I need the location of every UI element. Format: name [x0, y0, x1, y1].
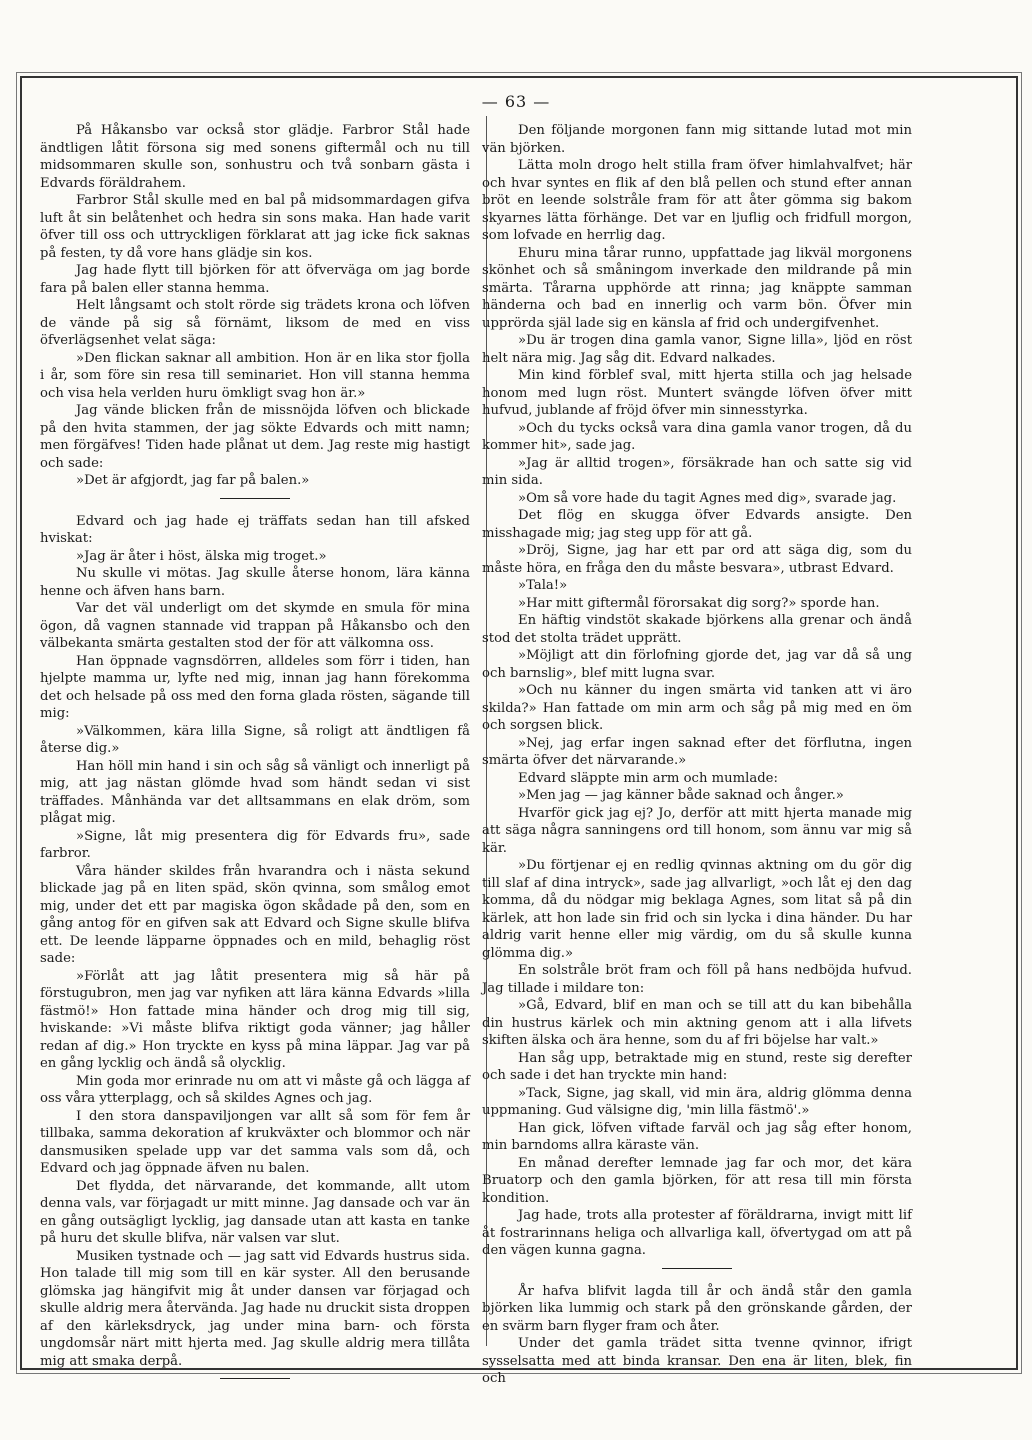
paragraph: Edvard och jag hade ej träffats sedan han till afsked hviskat:: [40, 513, 470, 546]
paragraph: »Dröj, Signe, jag har ett par ord att säga dig, som du måste höra, en fråga den du måste besvara», utbrast Edvard.: [482, 543, 912, 576]
paragraph: »Välkommen, kära lilla Signe, så roligt att ändtligen få återse dig.»: [40, 723, 470, 756]
paragraph: Min goda mor erinrade nu om att vi måste gå och lägga af oss våra ytterplagg, och så skildes Agnes och jag.: [40, 1073, 470, 1106]
paragraph: På Håkansbo var också stor glädje. Farbror Stål hade ändtligen låtit försona sig med sonens giftermål och nu till midsommaren skulle son, sonhustru och två sonbarn gästa i Edvards föräldrahem.: [40, 123, 470, 191]
paragraph: Han gick, löfven viftade farväl och jag såg efter honom, min barndoms allra käraste vän.: [482, 1120, 912, 1153]
paragraph: »Men jag — jag känner både saknad och ånger.»: [518, 788, 844, 803]
paragraph: »Tala!»: [518, 578, 568, 593]
paragraph: »Gå, Edvard, blif en man och se till att du kan bibehålla din hustrus kärlek och min aktning genom att i alla lifvets skiften älska och ära henne, som du af fri böjelse har valt.»: [482, 998, 912, 1048]
paragraph: Han höll min hand i sin och såg så vänligt och innerligt på mig, att jag nästan glömde hvad som händt sedan vi sist träffades. Månhända var det alltsammans en elak dröm, som plågat mig.: [40, 758, 470, 826]
paragraph: Han såg upp, betraktade mig en stund, reste sig derefter och sade i det han tryckte min hand:: [482, 1050, 912, 1083]
paragraph: Hvarför gick jag ej? Jo, derför att mitt hjerta manade mig att säga några sanningens ord till honom, som ännu var mig så kär.: [482, 805, 912, 856]
paragraph: Han öppnade vagnsdörren, alldeles som förr i tiden, han hjelpte mamma ur, lyfte ned mig, innan jag hann förekomma det och helsade på oss med den forna glada rösten, sägande till mig:: [40, 653, 470, 721]
paragraph: »Jag är alltid trogen», försäkrade han och satte sig vid min sida.: [482, 455, 912, 488]
section-separator: [220, 1378, 290, 1379]
right-column: [482, 122, 912, 1388]
paragraph: Jag vände blicken från de missnöjda löfven och blickade på den hvita stammen, der jag sökte Edvards och mitt namn; men förgäfves! Tiden hade plånat ut dem. Jag reste mig hastigt och sade:: [40, 403, 470, 471]
paragraph: Ehuru mina tårar runno, uppfattade jag likväl morgonens skönhet och så småningom inverkade den mildrande på min smärta. Tårarna upphörde att rinna; jag knäppte samman händerna och bad en innerlig och varm bön. Öfver min upprörda själ lade sig en känsla af frid och undergifvenhet.: [482, 245, 912, 331]
paragraph: Farbror Stål skulle med en bal på midsommardagen gifva luft åt sin belåtenhet och hedra sin sons maka. Han hade varit öfver till oss och uttryckligen förklarat att jag icke fick saknas på festen, ty då vore hans glädje sin kos.: [40, 193, 470, 261]
paragraph: Lätta moln drogo helt stilla fram öfver himlahvalfvet; här och hvar syntes en flik af den blå pellen och stund efter annan bröt en leende solstråle fram för att åter gömma sig bakom skyarnes lätta förhänge. Det var en ljuflig och fridfull morgon, som lofvade en herrlig dag.: [482, 158, 912, 243]
paragraph: Musiken tystnade och — jag satt vid Edvards hustrus sida. Hon talade till mig som till en kär syster. All den berusande glömska jag hängifvit mig åt under dansen var förjagad och skulle aldrig mera återvända. Jag hade nu druckit sista droppen af den kärleksdryck, jag under mina barn- och första ungdomsår närt mitt hjerta med. Jag skulle aldrig mera tillåta mig att smaka derpå.: [40, 1248, 470, 1369]
paragraph: Jag hade flytt till björken för att öfverväga om jag borde fara på balen eller stanna hemma.: [40, 263, 470, 296]
paragraph: Våra händer skildes från hvarandra och i nästa sekund blickade jag på en liten späd, skön qvinna, som smålog emot mig, under det ett par magiska ögon skådade på den, som en gång antog för en gifven sak att Edvard och Signe skulle blifva ett. De leende läpparne öppnades och en mild, behaglig röst sade:: [40, 863, 470, 966]
paragraph: »Den flickan saknar all ambition. Hon är en lika stor fjolla i år, som före sin resa till seminariet. Hon vill stanna hemma och visa hela verlden huru ömkligt svag hon är.»: [40, 350, 470, 401]
paragraph: En månad derefter lemnade jag far och mor, det kära Bruatorp och den gamla björken, för att resa till min första kondition.: [482, 1155, 912, 1206]
paragraph: »Möjligt att din förlofning gjorde det, jag var då så ung och barnslig», blef mitt lugna svar.: [482, 648, 912, 681]
paragraph: Edvard släppte min arm och mumlade:: [518, 770, 778, 786]
paragraph: Den följande morgonen fann mig sittande lutad mot min vän björken.: [482, 123, 912, 156]
paragraph: »Signe, låt mig presentera dig för Edvards fru», sade farbror.: [40, 828, 470, 861]
left-column: [40, 122, 470, 1393]
section-separator: [220, 498, 290, 499]
paragraph: År hafva blifvit lagda till år och ändå står den gamla björken lika lummig och stark på den grönskande gården, der en svärm barn flyger fram och åter.: [482, 1283, 912, 1334]
paragraph: En solstråle bröt fram och föll på hans nedböjda hufvud. Jag tillade i mildare ton:: [482, 963, 912, 996]
paragraph: Jag hade, trots alla protester af föräldrarna, invigt mitt lif åt fostrarinnans heliga och allvarliga kall, öfvertygad om att på den vägen kunna gagna.: [482, 1208, 912, 1258]
paragraph: Var det väl underligt om det skymde en smula för mina ögon, då vagnen stannade vid trappan på Håkansbo och den välbekanta smärta gestalten stod der för att välkomna oss.: [40, 601, 470, 651]
paragraph: »Du förtjenar ej en redlig qvinnas aktning om du gör dig till slaf af dina intryck», sade jag allvarligt, »och låt ej den dag komma, då du nödgar mig beklaga Agnes, som litat så på din kärlek, att hon lade sin frid och sin lycka i dina händer. Du har aldrig varit henne eller mig värdig, om du så skulle kunna glömma dig.»: [482, 858, 912, 961]
paragraph: Min kind förblef sval, mitt hjerta stilla och jag helsade honom med lugn röst. Muntert svängde löfven öfver mitt hufvud, jublande af fröjd öfver min sinnesstyrka.: [482, 368, 912, 418]
paragraph: »Du är trogen dina gamla vanor, Signe lilla», ljöd en röst helt nära mig. Jag såg dit. Edvard nalkades.: [482, 333, 912, 366]
paragraph: I den stora danspaviljongen var allt så som för fem år tillbaka, samma dekoration af krukväxter och blommor och när dansmusiken spelade upp var det samma vals som då, och Edvard och jag öppnade äfven nu balen.: [40, 1108, 470, 1176]
paragraph: »Tack, Signe, jag skall, vid min ära, aldrig glömma denna uppmaning. Gud välsigne dig, 'min lilla fästmö'.»: [482, 1085, 912, 1118]
paragraph: En häftig vindstöt skakade björkens alla grenar och ändå stod det stolta trädet upprätt.: [482, 613, 912, 646]
paragraph: Under det gamla trädet sitta tvenne qvinnor, ifrigt sysselsatta med att binda kransar. Den ena är liten, blek, fin och: [482, 1336, 912, 1386]
paragraph: Det flydda, det närvarande, det kommande, allt utom denna vals, var förjagadt ur mitt minne. Jag dansade och var än en gång outsägligt lycklig, jag dansade utan att kasta en tanke på huru det skulle blifva, när valsen var slut.: [40, 1178, 470, 1246]
paragraph: »Jag är åter i höst, älska mig troget.»: [76, 548, 327, 564]
paragraph: Nu skulle vi mötas. Jag skulle återse honom, lära känna henne och äfven hans barn.: [40, 566, 470, 599]
paragraph: »Det är afgjordt, jag far på balen.»: [76, 473, 310, 488]
section-separator: [662, 1268, 732, 1269]
paragraph: »Har mitt giftermål förorsakat dig sorg?» sporde han.: [518, 595, 880, 611]
paragraph: »Och du tycks också vara dina gamla vanor trogen, då du kommer hit», sade jag.: [482, 420, 912, 453]
paragraph: Det flög en skugga öfver Edvards ansigte. Den misshagade mig; jag steg upp för att gå.: [482, 508, 912, 541]
page-number: — 63 —: [481, 92, 551, 111]
paragraph: »Om så vore hade du tagit Agnes med dig», svarade jag.: [518, 490, 897, 506]
paragraph: »Förlåt att jag låtit presentera mig så här på förstugubron, men jag var nyfiken att lära känna Edvards »lilla fästmö!» Hon fattade mina händer och drog mig till sig, hviskande: »Vi måste blifva riktigt goda vänner; jag håller redan af dig.» Hon tryckte en kyss på mina läppar. Jag var på en gång lycklig och ändå så olycklig.: [40, 968, 470, 1071]
paragraph: Helt långsamt och stolt rörde sig trädets krona och löfven de vände på sig så förnämt, liksom de med en viss öfverlägsenhet velat säga:: [40, 298, 470, 348]
paragraph: »Och nu känner du ingen smärta vid tanken att vi äro skilda?» Han fattade om min arm och såg på mig med en öm och sorgsen blick.: [482, 683, 912, 733]
paragraph: »Nej, jag erfar ingen saknad efter det förflutna, ingen smärta öfver det närvarande.»: [482, 735, 912, 768]
